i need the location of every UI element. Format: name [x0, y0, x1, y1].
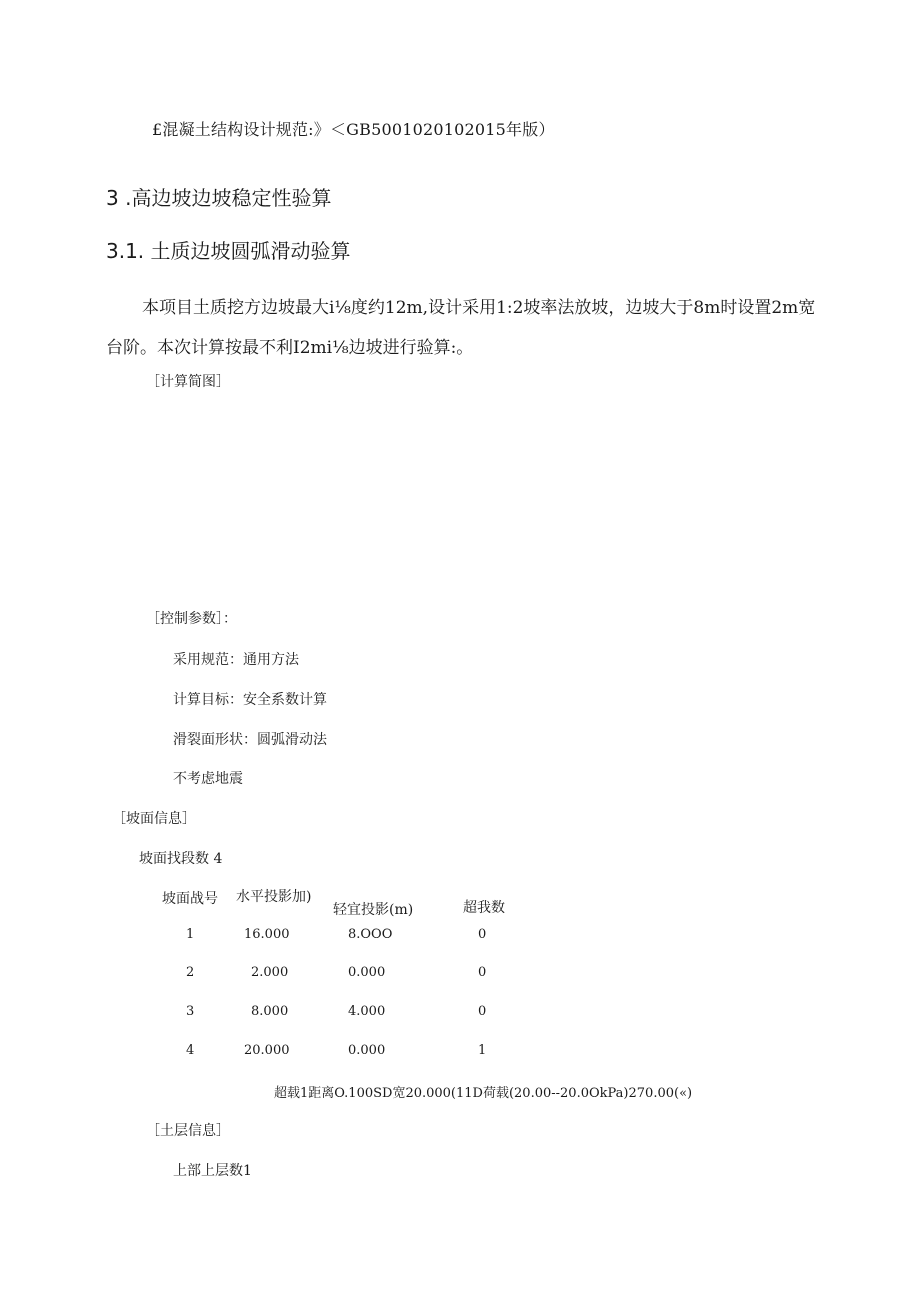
soil-layers-line: 上部上层数1	[173, 1163, 252, 1179]
table-cell: 0	[478, 965, 487, 980]
soil-info-label: ［土层信息］	[146, 1123, 230, 1139]
table-cell: 20.000	[244, 1043, 290, 1058]
table-cell: 0	[478, 927, 487, 942]
table-header: 轻宜投影(m)	[333, 902, 414, 918]
subsection-heading: 3.1. 土质边坡圆弧滑动验算	[106, 239, 351, 263]
table-header: 坡面战号	[162, 891, 218, 907]
table-cell: 8.000	[251, 1004, 289, 1019]
calc-diagram-label: ［计算简图］	[146, 374, 230, 390]
table-cell: 1	[478, 1043, 487, 1058]
table-cell: 1	[186, 927, 195, 942]
table-cell: 0.000	[348, 1043, 386, 1058]
code-reference-line: £混凝土结构设计规范:》＜GB5001020102015年版）	[152, 120, 555, 139]
slope-info-label: ［坡面信息］	[112, 811, 196, 827]
table-cell: 0	[478, 1004, 487, 1019]
intro-paragraph: 本项目土质挖方边坡最大i⅛度约12m,设计采用1:2坡率法放坡，边坡大于8m时设置2m宽台阶。本次计算按最不利I2mi⅛边坡进行验算:。	[106, 298, 816, 358]
table-cell: 0.000	[348, 965, 386, 980]
table-cell: 3	[186, 1004, 195, 1019]
table-cell: 2	[186, 965, 195, 980]
control-params-label: ［控制参数］：	[146, 611, 237, 627]
table-header: 水平投影加)	[236, 889, 312, 905]
table-header: 超我数	[463, 900, 505, 916]
control-param-item: 计算目标：安全系数计算	[173, 692, 327, 708]
table-cell: 8.OOO	[348, 927, 393, 942]
table-cell: 2.000	[251, 965, 289, 980]
control-param-item: 滑裂面形状：圆弧滑动法	[173, 732, 327, 748]
table-cell: 4.000	[348, 1004, 386, 1019]
control-param-item: 采用规范：通用方法	[173, 652, 299, 668]
table-cell: 16.000	[244, 927, 290, 942]
surcharge-line: 超载1距离O.100SD宽20.000(11D荷载(20.00--20.0OkPa)270.00(«)	[274, 1086, 693, 1101]
slope-segments-line: 坡面找段数 4	[139, 851, 223, 867]
control-param-item: 不考虑地震	[173, 771, 243, 787]
table-cell: 4	[186, 1043, 195, 1058]
section-heading: 3 .高边坡边坡稳定性验算	[106, 186, 332, 210]
